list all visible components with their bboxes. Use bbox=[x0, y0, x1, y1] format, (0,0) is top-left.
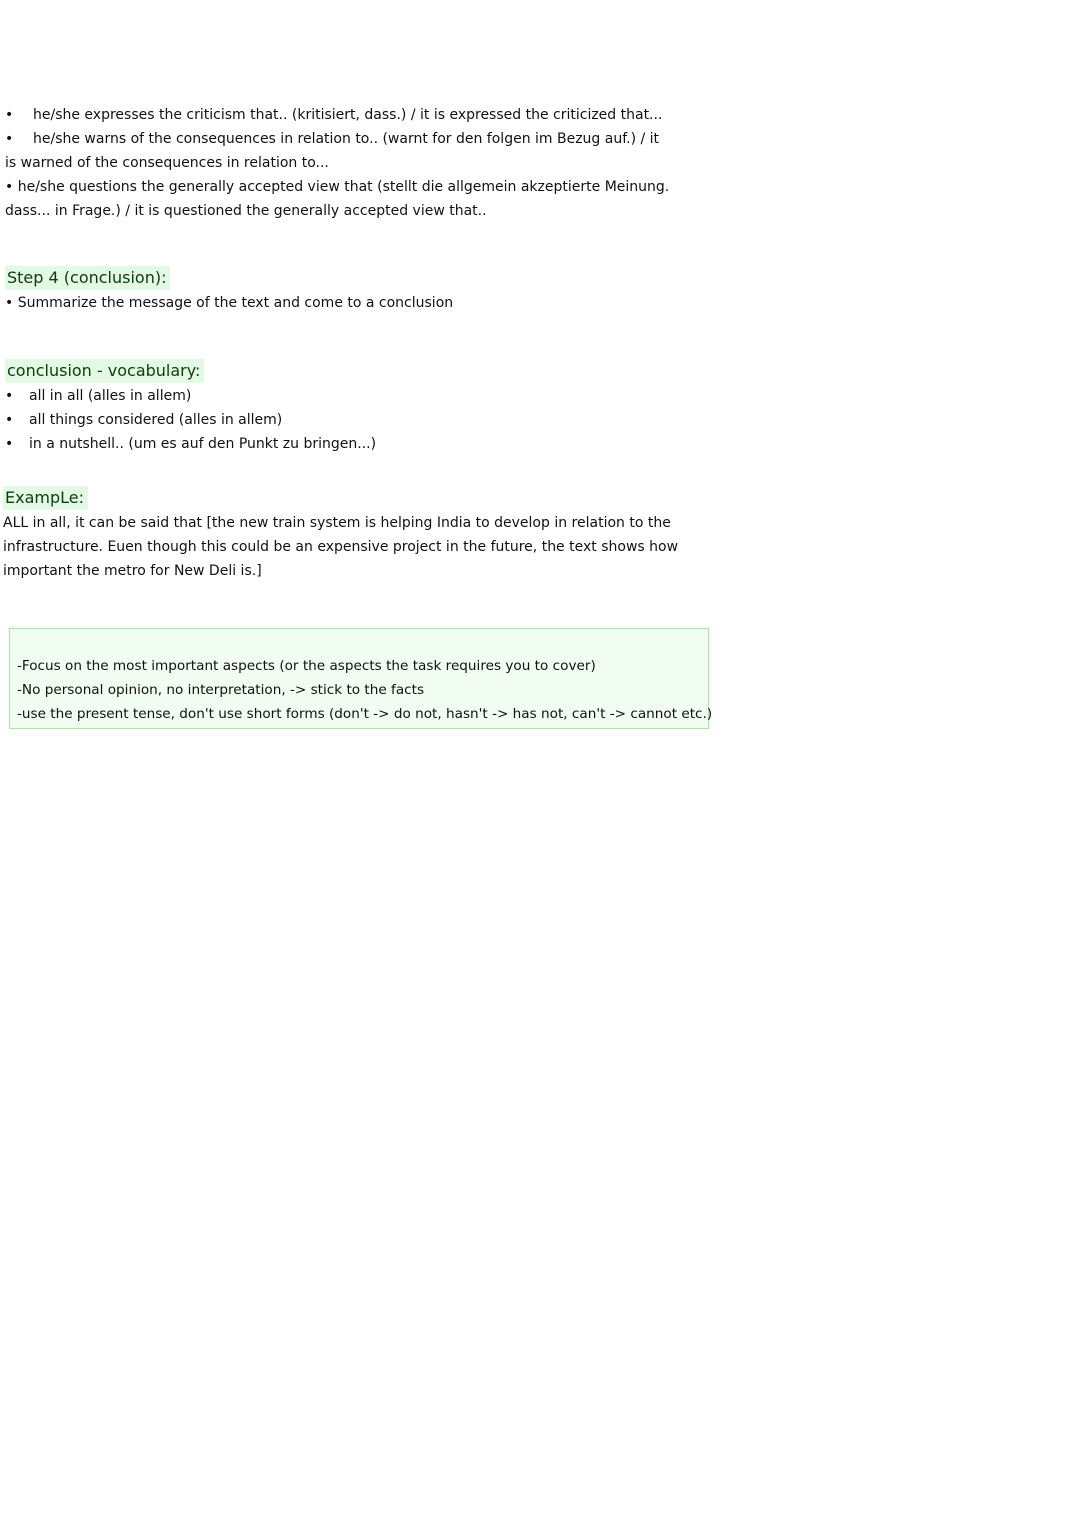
vocabulary-item bbox=[5, 384, 376, 408]
phrase-text: he/she expresses the criticism that.. (kritisiert, dass.) / it is expressed the criticized that... bbox=[33, 107, 663, 123]
phrase-text: he/she warns of the consequences in relation to.. (warnt for den folgen im Bezug auf.) / it bbox=[33, 131, 660, 147]
example-line: important the metro for New Deli is.] bbox=[3, 563, 262, 579]
step4-section bbox=[5, 266, 453, 315]
example-heading: ExampLe: bbox=[3, 486, 88, 510]
phrase-item bbox=[5, 103, 669, 127]
vocabulary-text: in a nutshell.. (um es auf den Punkt zu bringen...) bbox=[29, 436, 377, 452]
step4-item: • Summarize the message of the text and come to a conclusion bbox=[5, 295, 454, 311]
bullet: • bbox=[5, 412, 14, 428]
example-section bbox=[3, 486, 678, 583]
example-line: infrastructure. Euen though this could be an expensive project in the future, the text shows how bbox=[3, 539, 679, 555]
vocabulary-heading: conclusion - vocabulary: bbox=[5, 359, 204, 383]
step4-heading: Step 4 (conclusion): bbox=[5, 266, 170, 290]
example-line: ALL in all, it can be said that [the new train system is helping India to develop in relation to the bbox=[3, 515, 671, 531]
vocabulary-text: all things considered (alles in allem) bbox=[29, 412, 283, 428]
phrase-list bbox=[5, 103, 669, 223]
phrase-continuation: dass... in Frage.) / it is questioned the generally accepted view that.. bbox=[5, 203, 487, 219]
tips-box bbox=[9, 628, 713, 729]
phrase-item bbox=[5, 127, 669, 151]
tip-item: -use the present tense, don't use short forms (don't -> do not, hasn't -> has not, can't -> cannot etc.) bbox=[17, 706, 713, 722]
phrase-continuation: is warned of the consequences in relation to... bbox=[5, 155, 329, 171]
tip-item: -No personal opinion, no interpretation, -> stick to the facts bbox=[17, 682, 425, 698]
bullet: • bbox=[5, 131, 14, 147]
bullet: • bbox=[5, 388, 14, 404]
bullet: • bbox=[5, 436, 14, 452]
vocabulary-item bbox=[5, 432, 376, 456]
vocabulary-section bbox=[5, 359, 376, 456]
bullet: • bbox=[5, 107, 14, 123]
vocabulary-item bbox=[5, 408, 376, 432]
tip-item: -Focus on the most important aspects (or the aspects the task requires you to cover) bbox=[17, 658, 596, 674]
vocabulary-text: all in all (alles in allem) bbox=[29, 388, 192, 404]
phrase-text: • he/she questions the generally accepted view that (stellt die allgemein akzeptierte Meinung. bbox=[5, 179, 670, 195]
